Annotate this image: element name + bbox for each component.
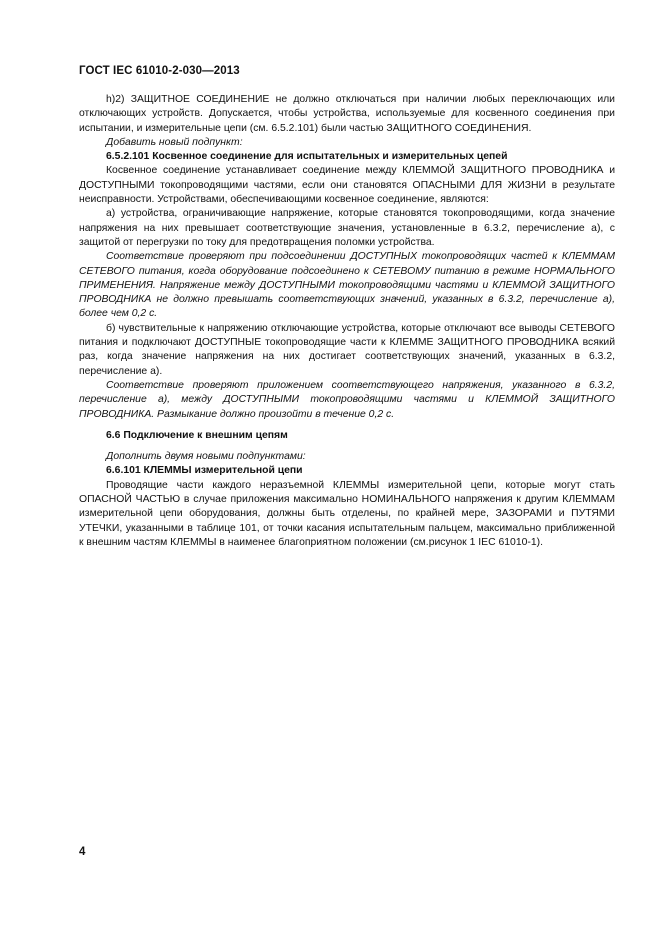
heading-6-6-101: 6.6.101 КЛЕММЫ измерительной цепи	[106, 465, 303, 477]
heading-6-6: 6.6 Подключение к внешним цепям	[106, 429, 288, 441]
section-gap	[79, 443, 615, 450]
document-body	[79, 93, 615, 550]
paragraph-measuring-terminals: Проводящие части каждого неразъемной КЛЕММЫ измерительной цепи, которые могут стать ОПАСНОЙ ЧАСТЬЮ в случае приложения максимально НОМИНАЛЬНОГО напряжения к другим КЛЕММАМ измерительной цепи оборудования, должны быть отделены, по крайней мере, ЗАЗОРАМИ и ПУТЯМИ УТЕЧКИ, указанными в таблице 101, от точки касания испытательным пальцем, максимально приближенной к внешним частям КЛЕММЫ в наименее благоприятном положении (см.рисунок 1 IEC 61010-1).	[79, 479, 615, 548]
list-item-a: а) устройства, ограничивающие напряжение, которые становятся токопроводящими, когда значение напряжения на них превышает соответствующие значения, установленные в 6.3.2, перечисление а), с защитой от перегрузки по току для предотвращения поломки устройства.	[79, 208, 615, 248]
paragraph-h2-protective-bonding: h)2) ЗАЩИТНОЕ СОЕДИНЕНИЕ не должно отключаться при наличии любых переключающих или отключающих устройств. Допускается, чтобы устройства, используемые для косвенного соединения при испытании, и измерительные цепи (см. 6.5.2.101) были частью ЗАЩИТНОГО СОЕДИНЕНИЯ.	[79, 94, 615, 134]
document-header: ГОСТ IEC 61010-2-030—2013	[79, 65, 240, 77]
page-number: 4	[79, 846, 86, 858]
list-item-b: б) чувствительные к напряжению отключающие устройства, которые отключают все выводы СЕТЕВОГО питания и подключают ДОСТУПНЫЕ токопроводящие части к КЛЕММЕ ЗАЩИТНОГО ПРОВОДНИКА всякий раз, когда значение напряжения на них достигает соответствующих значений, указанных в 6.3.2, перечисление а).	[79, 322, 615, 377]
instruction-add-subclause: Добавить новый подпункт:	[106, 136, 243, 148]
heading-6-5-2-101: 6.5.2.101 Косвенное соединение для испытательных и измерительных цепей	[106, 151, 508, 163]
compliance-note-b: Соответствие проверяют приложением соответствующего напряжения, указанного в 6.3.2, перечисление а), между ДОСТУПНЫМИ токопроводящими частями и КЛЕММОЙ ЗАЩИТНОГО ПРОВОДНИКА. Размыкание должно произойти в течение 0,2 с.	[79, 379, 615, 420]
instruction-add-two-subclauses: Дополнить двумя новыми подпунктами:	[106, 451, 306, 463]
paragraph-indirect-bonding-intro: Косвенное соединение устанавливает соединение между КЛЕММОЙ ЗАЩИТНОГО ПРОВОДНИКА и ДОСТУПНЫМИ токопроводящими частями, если они становятся ОПАСНЫМИ ДЛЯ ЖИЗНИ в результате неисправности. Устройствами, обеспечивающими косвенное соединение, являются:	[79, 165, 615, 206]
compliance-note-a: Соответствие проверяют при подсоединении ДОСТУПНЫХ токопроводящих частей к КЛЕММАМ СЕТЕВОГО питания, когда оборудование подсоединено к СЕТЕВОМУ питанию в режиме НОРМАЛЬНОГО ПРИМЕНЕНИЯ. Напряжение между ДОСТУПНЫМИ токопроводящими частями и КЛЕММОЙ ЗАЩИТНОГО ПРОВОДНИКА не должно превышать соответствующих значений, указанных в 6.3.2, перечисление а), более чем 0,2 с.	[79, 251, 615, 320]
section-gap	[79, 422, 615, 429]
